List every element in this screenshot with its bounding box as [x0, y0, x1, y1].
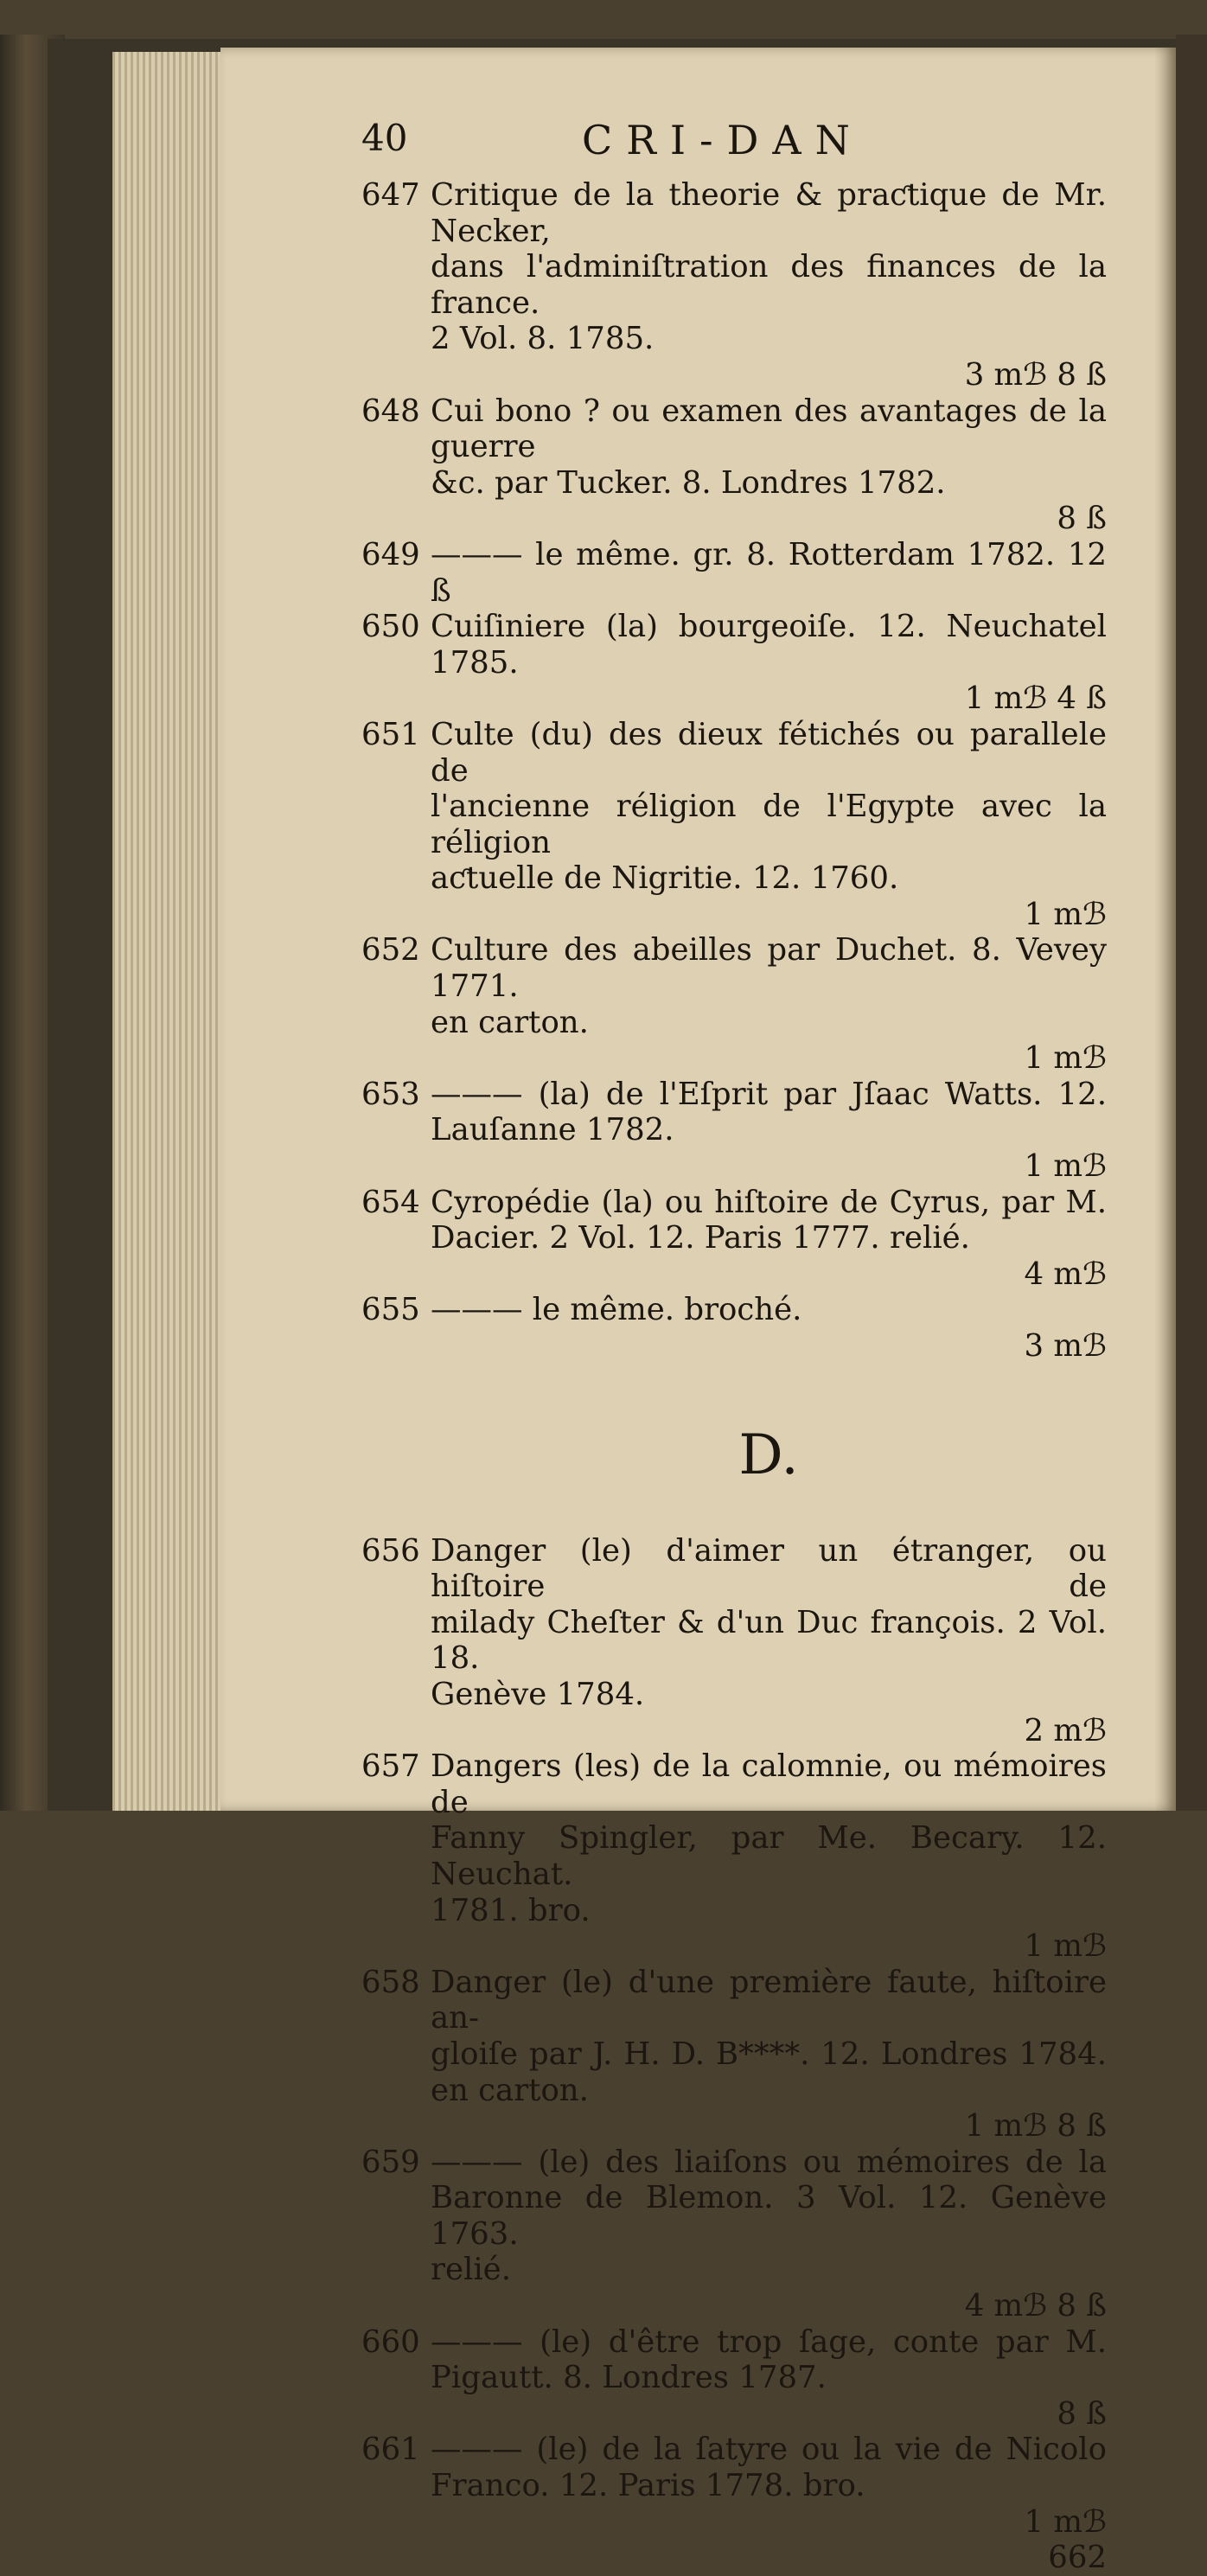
catalogue-entry [361, 537, 1107, 609]
entry-line: Critique de la theorie & praƈtique de Mr. Necker, [431, 177, 1107, 249]
entry-number: 656 [361, 1532, 420, 1569]
entry-line: Pigautt. 8. Londres 1787. [431, 2360, 827, 2396]
entry-number: 658 [361, 1964, 420, 2000]
entry-price: 3 mℬ [1024, 1328, 1107, 1364]
entry-price: 4 mℬ [1024, 1256, 1107, 1292]
catalogue-entry [361, 177, 1107, 393]
catalogue-entry [361, 932, 1107, 1076]
catalogue-entry [361, 1292, 1107, 1364]
catalogue-entry [361, 1748, 1107, 1965]
entry-line: ——— (le) des liaiſons ou mémoires de la [431, 2144, 1107, 2180]
entry-line: ——— le même. gr. 8. Rotterdam 1782. 12 ß [431, 536, 1107, 609]
entry-price: 8 ß [1057, 501, 1107, 537]
entry-price: 8 ß [1057, 2395, 1107, 2432]
page-header [361, 117, 1122, 169]
entry-line: ——— (le) d'être trop ſage, conte par M. [431, 2324, 1107, 2360]
entry-line: Baronne de Blemon. 3 Vol. 12. Genève 1763. [431, 2180, 1107, 2252]
entry-line: Danger (le) d'une première faute, hiſtoire an- [431, 1964, 1107, 2036]
entry-list-d [361, 1533, 1107, 2541]
catchword: 662 [1048, 2540, 1107, 2576]
entry-number: 653 [361, 1076, 420, 1112]
entry-line: en carton. [431, 1004, 589, 1040]
catalogue-entry [361, 2145, 1107, 2324]
entry-line: Genève 1784. [431, 1676, 645, 1712]
entry-number: 647 [361, 177, 420, 213]
entry-line: Cui bono ? ou examen des avantages de la guerre [431, 393, 1107, 465]
entry-price: 4 mℬ 8 ß [964, 2288, 1107, 2324]
entry-number: 648 [361, 393, 420, 429]
entry-number: 659 [361, 2144, 420, 2180]
catalogue-entry [361, 1533, 1107, 1749]
entry-line: Dacier. 2 Vol. 12. Paris 1777. relié. [431, 1220, 970, 1256]
entry-price: 1 mℬ 8 ß [964, 2108, 1107, 2145]
entry-number: 650 [361, 609, 420, 645]
catalogue-entry [361, 1077, 1107, 1185]
entry-line: Dangers (les) de la calomnie, ou mémoires de [431, 1748, 1107, 1820]
entry-line: Franco. 12. Paris 1778. bro. [431, 2468, 865, 2504]
catalogue-entry [361, 609, 1107, 717]
catalogue-entry [361, 2324, 1107, 2432]
running-head: CRI-DAN [582, 117, 864, 163]
entry-line: Fanny Spingler, par Me. Becary. 12. Neuchat. [431, 1820, 1107, 1892]
entry-line: 1781. bro. [431, 1892, 591, 1928]
entry-number: 655 [361, 1292, 420, 1328]
entry-line: Lauſanne 1782. [431, 1112, 674, 1148]
entry-price: 1 mℬ [1024, 1148, 1107, 1185]
entry-number: 660 [361, 2324, 420, 2360]
entry-line: Cuiſiniere (la) bourgeoiſe. 12. Neuchatel 1785. [431, 609, 1107, 681]
entry-line: Cyropédie (la) ou hiſtoire de Cyrus, par M. [431, 1184, 1107, 1220]
entry-line: en carton. [431, 2072, 589, 2108]
entry-line: Culte (du) des dieux fétichés ou parallele de [431, 716, 1107, 789]
section-letter: D. [738, 1422, 799, 1487]
entry-line: dans l'adminiſtration des finances de la france. [431, 249, 1107, 321]
entry-line: l'ancienne réligion de l'Egypte avec la réligion [431, 789, 1107, 860]
entry-number: 651 [361, 716, 420, 752]
entry-line: ——— (le) de la ſatyre ou la vie de Nicolo [431, 2432, 1107, 2468]
entry-price: 1 mℬ [1024, 1928, 1107, 1965]
entry-number: 657 [361, 1748, 420, 1785]
catalogue-entry [361, 2432, 1107, 2540]
entry-price: 1 mℬ [1024, 1040, 1107, 1077]
entry-price: 1 mℬ 4 ß [964, 681, 1107, 717]
entry-line: Danger (le) d'aimer un étranger, ou hiſtoire de [431, 1532, 1107, 1605]
entry-number: 652 [361, 932, 420, 968]
catalogue-entry [361, 393, 1107, 537]
entry-line: milady Cheſter & d'un Duc françois. 2 Vol. 18. [431, 1604, 1107, 1677]
entry-price: 3 mℬ 8 ß [964, 356, 1107, 393]
catalogue-entry [361, 717, 1107, 933]
entry-line: ——— (la) de l'Eſprit par Jſaac Watts. 12. [431, 1076, 1107, 1112]
entry-line: ——— le même. broché. [431, 1292, 802, 1328]
entry-price: 1 mℬ [1024, 896, 1107, 932]
entry-number: 654 [361, 1184, 420, 1220]
catalogue-entries [361, 177, 1107, 2576]
entry-line: gloiſe par J. H. D. B****. 12. Londres 1784. [431, 2036, 1107, 2072]
book-cover-right [1176, 35, 1207, 1811]
entry-line: aƈtuelle de Nigritie. 12. 1760. [431, 860, 899, 897]
entry-line: relié. [431, 2252, 511, 2288]
catalogue-entry [361, 1185, 1107, 1293]
entry-price: 1 mℬ [1024, 2503, 1107, 2540]
entry-number: 649 [361, 536, 420, 572]
entry-price: 2 mℬ [1024, 1712, 1107, 1748]
page-number: 40 [361, 117, 408, 159]
catalogue-entry [361, 1965, 1107, 2145]
entry-list-c [361, 177, 1107, 1365]
entry-number: 661 [361, 2432, 420, 2468]
entry-line: Culture des abeilles par Duchet. 8. Vevey 1771. [431, 932, 1107, 1005]
entry-line: 2 Vol. 8. 1785. [431, 321, 655, 357]
entry-line: &c. par Tucker. 8. Londres 1782. [431, 464, 946, 501]
